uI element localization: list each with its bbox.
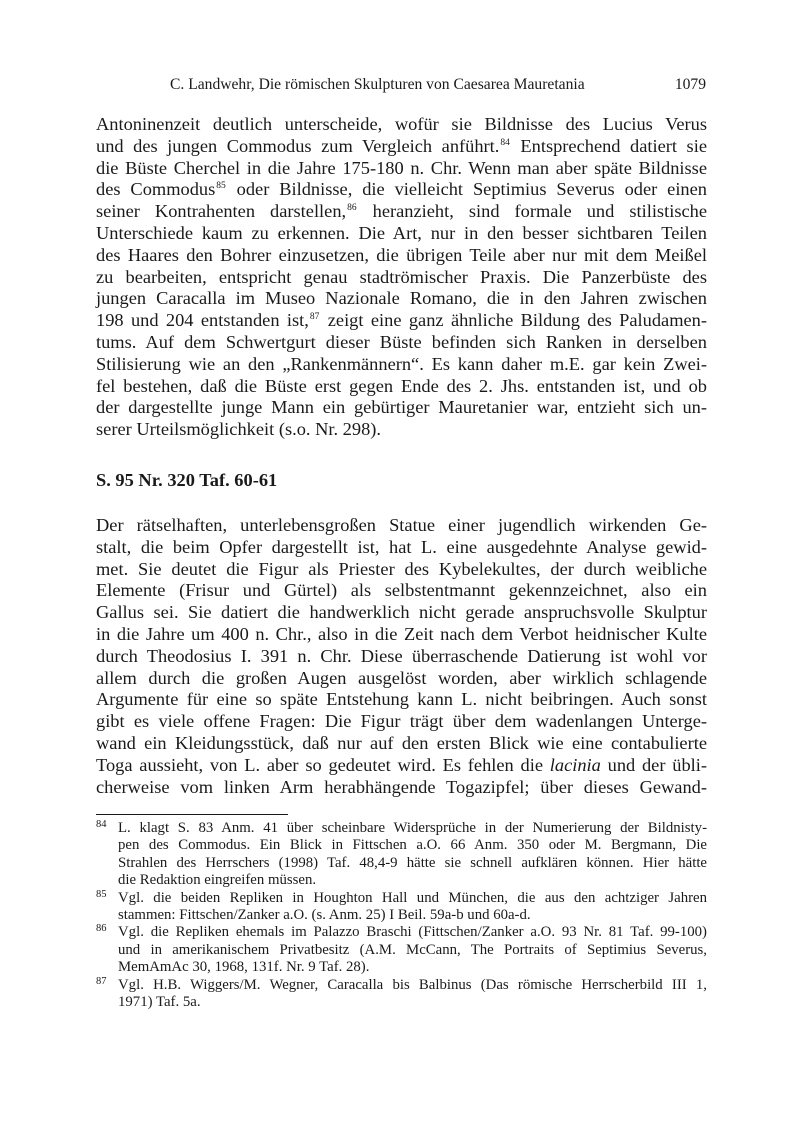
page-number: 1079 bbox=[674, 76, 706, 93]
text-line: stalt, die beim Opfer dargestellt ist, hat L. eine ausgedehnte Analyse gewid- bbox=[96, 536, 707, 557]
text-segment: zeigt eine ganz ähnliche Bildung des Paludamen- bbox=[320, 310, 707, 331]
text-line: Der rätselhaften, unterlebensgroßen Statue einer jugendlich wirkenden Ge- bbox=[96, 515, 707, 535]
text-line: Antoninenzeit deutlich unterscheide, wofür sie Bildnisse des Lucius Verus bbox=[96, 114, 707, 134]
footnote-line: Vgl. die Repliken ehemals im Palazzo Braschi (Fittschen/Zanker a.O. 93 Nr. 81 Taf. 99-100) bbox=[118, 924, 707, 941]
paragraph-2 bbox=[96, 515, 707, 798]
text-line: tums. Auf dem Schwertgurt dieser Büste befinden sich Ranken in derselben bbox=[96, 331, 707, 352]
footnote-number: 87 bbox=[96, 975, 107, 987]
footnote-86 bbox=[96, 924, 707, 976]
text-line bbox=[96, 310, 707, 332]
italic-term: lacinia bbox=[549, 754, 601, 775]
footnote-separator bbox=[96, 814, 288, 815]
text-segment: seiner Kontrahenten darstellen, bbox=[96, 201, 347, 222]
footnote-84 bbox=[96, 820, 707, 890]
text-line bbox=[96, 179, 707, 201]
footnote-line: und in amerikanischem Privatbesitz (A.M. McCann, The Portraits of Septimius Severus, bbox=[118, 941, 707, 958]
text-line: in die Jahre um 400 n. Chr., also in die Zeit nach dem Verbot heidnischer Kulte bbox=[96, 623, 707, 644]
footnote-number: 84 bbox=[96, 819, 107, 830]
text-segment: Entsprechend datiert sie bbox=[510, 135, 707, 156]
text-line: cherweise vom linken Arm herabhängende Togazipfel; über dieses Gewand- bbox=[96, 776, 707, 797]
section-heading: S. 95 Nr. 320 Taf. 60-61 bbox=[96, 470, 278, 490]
text-line: Argumente für eine so späte Entstehung kann L. nicht beibringen. Auch sonst bbox=[96, 689, 707, 710]
text-line: wand ein Kleidungsstück, daß nur auf den ersten Blick wie eine contabulierte bbox=[96, 732, 707, 753]
text-line: Stilisierung wie an den „Rankenmännern“. Es kann daher m.E. gar kein Zwei- bbox=[96, 353, 707, 374]
footnote-line: stammen: Fittschen/Zanker a.O. (s. Anm. 25) I Beil. 59a-b und 60a-d. bbox=[118, 906, 531, 923]
footnote-line: 1971) Taf. 5a. bbox=[118, 993, 201, 1010]
footnote-ref-85: 85 bbox=[216, 181, 226, 192]
footnote-number: 85 bbox=[96, 888, 107, 900]
text-segment: heranzieht, sind formale und stilistische bbox=[357, 201, 707, 222]
text-line bbox=[96, 136, 707, 158]
text-line: Gallus sei. Sie datiert die handwerklich nicht gerade anspruchsvolle Skulptur bbox=[96, 602, 707, 623]
footnote-ref-84: 84 bbox=[500, 137, 510, 148]
text-line: der dargestellte junge Mann ein gebürtiger Mauretanier war, entzieht sich un- bbox=[96, 397, 707, 418]
running-title: C. Landwehr, Die römischen Skulpturen von Caesarea Mauretania bbox=[170, 76, 585, 93]
footnote-87 bbox=[96, 977, 707, 1012]
text-line: Unterschiede kaum zu erkennen. Die Art, nur in den besser sichtbaren Teilen bbox=[96, 222, 707, 243]
text-segment: 198 und 204 entstanden ist, bbox=[96, 310, 309, 331]
text-line: gibt es viele offene Fragen: Die Figur trägt über dem wadenlangen Unterge- bbox=[96, 711, 707, 732]
text-segment: oder Bildnisse, die vielleicht Septimius Severus oder einen bbox=[226, 179, 707, 200]
text-line: fel bestehen, daß die Büste erst gegen Ende des 2. Jhs. entstanden ist, und ob bbox=[96, 375, 707, 396]
text-line: zu bearbeiten, entspricht genau stadtrömischer Praxis. Die Panzerbüste des bbox=[96, 266, 707, 287]
footnote-line: Vgl. H.B. Wiggers/M. Wegner, Caracalla bis Balbinus (Das römische Herrscherbild III 1, bbox=[118, 976, 707, 993]
text-line: des Haares den Bohrer einzusetzen, die übrigen Teile aber nur mit dem Meißel bbox=[96, 244, 707, 265]
paragraph-1 bbox=[96, 114, 707, 441]
text-line: jungen Caracalla im Museo Nazionale Romano, die in den Jahren zwischen bbox=[96, 288, 707, 309]
text-line bbox=[96, 755, 707, 777]
text-line: Elemente (Frisur und Gürtel) als selbstentmannt gekennzeichnet, also ein bbox=[96, 580, 707, 601]
footnote-number: 86 bbox=[96, 923, 107, 935]
footnote-line: Strahlen des Herrschers (1998) Taf. 48,4-9 hätte sie schnell aufklären können. Hier hätte bbox=[118, 854, 707, 871]
text-line bbox=[96, 201, 707, 223]
text-line: serer Urteilsmöglichkeit (s.o. Nr. 298). bbox=[96, 419, 381, 440]
running-header bbox=[170, 74, 706, 96]
footnote-85 bbox=[96, 890, 707, 925]
footnotes bbox=[96, 820, 707, 1011]
footnote-line: L. klagt S. 83 Anm. 41 über scheinbare Widersprüche in der Numerierung der Bildnisty- bbox=[118, 820, 707, 836]
text-line: die Büste Cherchel in die Jahre 175-180 n. Chr. Wenn man aber späte Bildnisse bbox=[96, 157, 707, 178]
footnote-line: Vgl. die beiden Repliken in Houghton Hall und München, die aus den achtziger Jahren bbox=[118, 889, 707, 906]
footnote-line: MemAmAc 30, 1968, 131f. Nr. 9 Taf. 28). bbox=[118, 959, 370, 976]
footnote-line: die Redaktion eingreifen müssen. bbox=[118, 872, 317, 889]
footnote-ref-86: 86 bbox=[347, 203, 357, 214]
text-segment: und des jungen Commodus zum Vergleich anführt. bbox=[96, 135, 500, 156]
text-segment: Toga aussieht, von L. aber so gedeutet wird. Es fehlen die bbox=[96, 754, 550, 775]
footnote-line: pen des Commodus. Ein Blick in Fittschen a.O. 66 Anm. 350 oder M. Bergmann, Die bbox=[118, 837, 707, 854]
text-line: durch Theodosius I. 391 n. Chr. Diese überraschende Datierung ist wohl vor bbox=[96, 645, 707, 666]
footnote-ref-87: 87 bbox=[309, 312, 320, 323]
text-line: met. Sie deutet die Figur als Priester des Kybelekultes, der durch weibliche bbox=[96, 558, 707, 579]
text-line: allem durch die großen Augen ausgelöst worden, aber wirklich schlagende bbox=[96, 667, 707, 688]
text-segment: und der übli- bbox=[600, 754, 707, 775]
text-segment: des Commodus bbox=[96, 179, 216, 200]
